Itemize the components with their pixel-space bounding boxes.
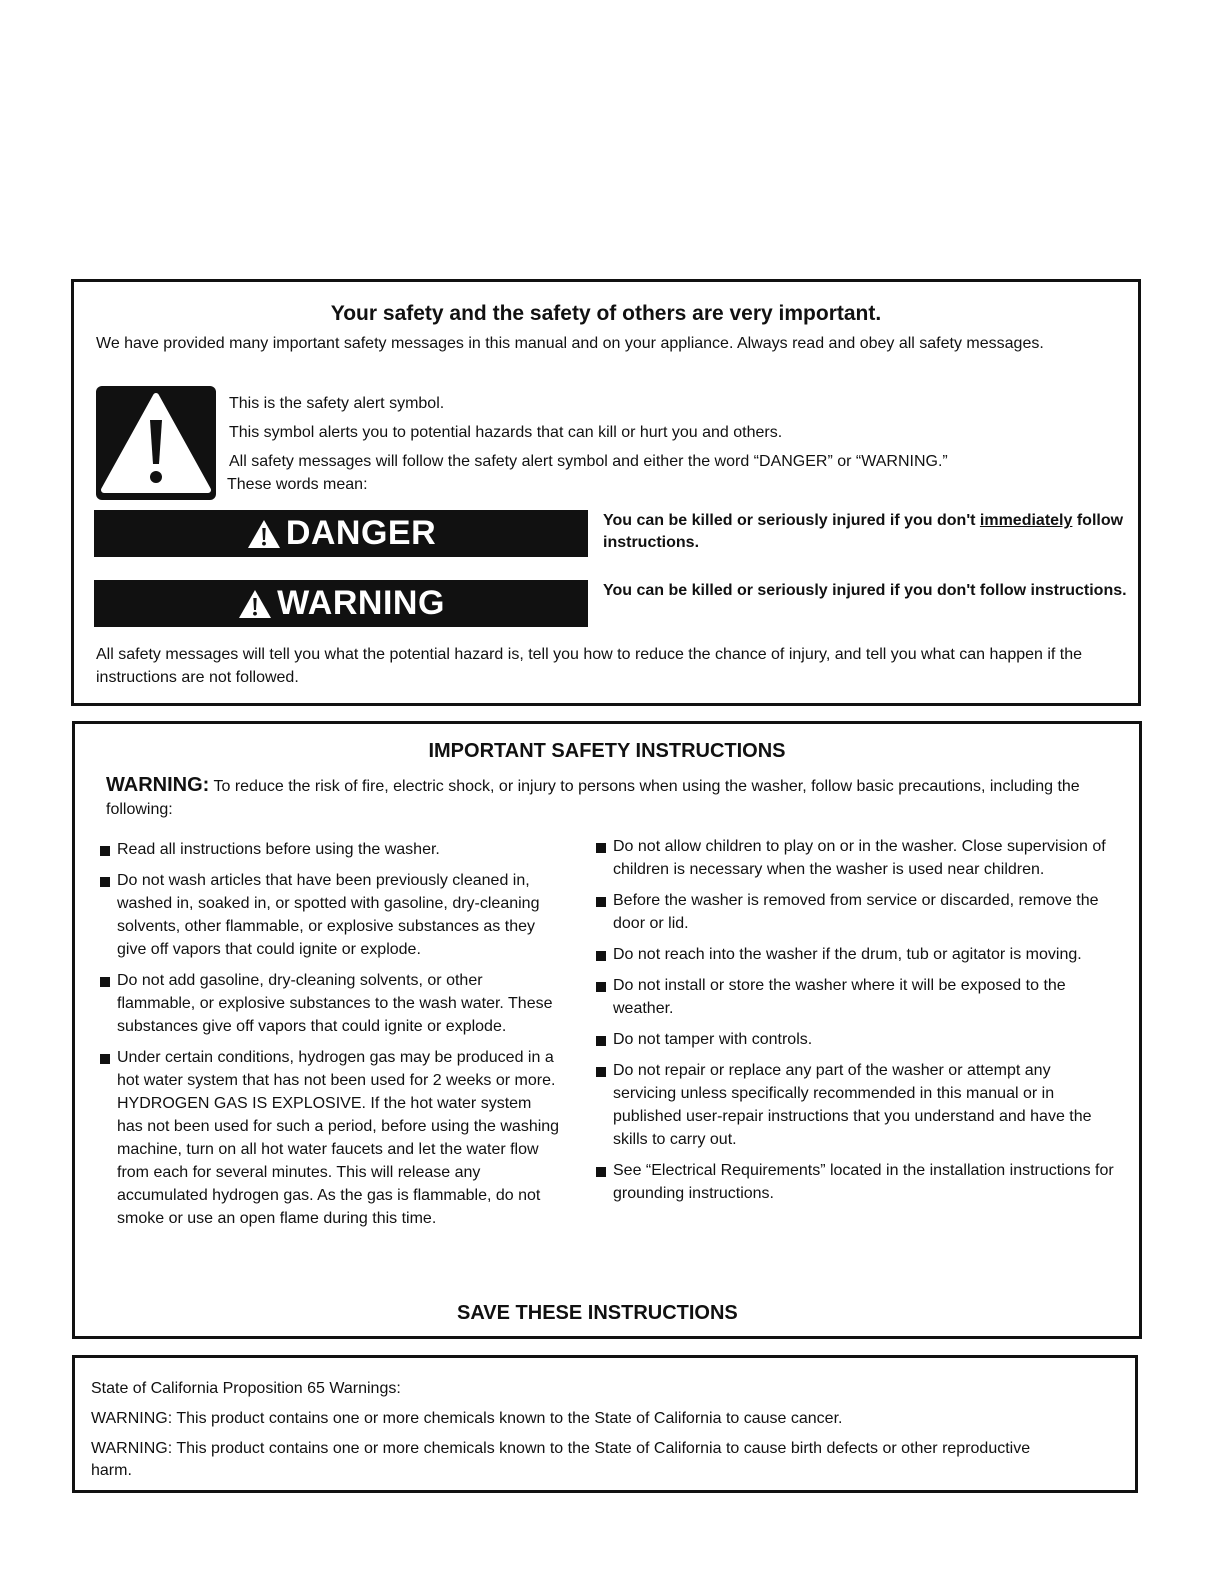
list-item: Read all instructions before using the washer. [100, 838, 560, 861]
danger-description: You can be killed or seriously injured if you don't immediately follow instructions. [603, 512, 1124, 551]
instructions-title: IMPORTANT SAFETY INSTRUCTIONS [428, 740, 786, 762]
list-item: Do not install or store the washer where it will be exposed to the weather. [596, 974, 1116, 1020]
list-item: Do not reach into the washer if the drum, tub or agitator is moving. [596, 943, 1116, 966]
prop65-cancer-warning: WARNING: This product contains one or more chemicals known to the State of California to cause cancer. [91, 1410, 843, 1427]
safety-notice-box [71, 279, 1141, 706]
list-item: Do not tamper with controls. [596, 1028, 1116, 1051]
prop65-heading: State of California Proposition 65 Warnings: [91, 1380, 401, 1397]
warning-lead-text: To reduce the risk of fire, electric shock, or injury to persons when using the washer, follow basic precautions, including the following: [106, 778, 1080, 818]
symbol-line: All safety messages will follow the safety alert symbol and either the word “DANGER” or “WARNING.” [229, 453, 948, 470]
safety-notice-title: Your safety and the safety of others are very important. [330, 302, 882, 325]
list-item: Do not allow children to play on or in the washer. Close supervision of children is necessary when the washer is used near children. [596, 835, 1116, 881]
warning-lead-label: WARNING: [106, 774, 210, 796]
list-item: See “Electrical Requirements” located in the installation instructions for grounding instructions. [596, 1159, 1116, 1205]
warning-description: You can be killed or seriously injured if you don't follow instructions. [603, 582, 1127, 599]
prop65-box [72, 1355, 1138, 1493]
instructions-box [72, 721, 1142, 1339]
safety-alert-icon [96, 386, 216, 500]
list-item: Do not add gasoline, dry-cleaning solvents, or other flammable, or explosive substances to the wash water. These substances give off vapors that could ignite or explode. [100, 969, 560, 1038]
symbol-line: This is the safety alert symbol. [229, 395, 445, 412]
instructions-warning [106, 774, 1099, 821]
warning-signal-bar [94, 580, 588, 627]
prop65-birth-defects-warning: WARNING: This product contains one or more chemicals known to the State of California to cause birth defects or other reproductive harm. [91, 1440, 1031, 1479]
save-instructions-heading: SAVE THESE INSTRUCTIONS [457, 1302, 738, 1324]
symbol-line: This symbol alerts you to potential hazards that can kill or hurt you and others. [229, 424, 783, 441]
danger-alert-icon [246, 518, 282, 550]
list-item: Do not wash articles that have been previously cleaned in, washed in, soaked in, or spotted with gasoline, dry-cleaning solvents, other flammable, or explosive substances as they give off vapors that could ignite or explode. [100, 869, 560, 961]
prop65-text [91, 1378, 1075, 1490]
instructions-right-column [596, 835, 1116, 1213]
symbol-explanation [229, 392, 1129, 502]
list-item: Under certain conditions, hydrogen gas may be produced in a hot water system that has not been used for 2 weeks or more. HYDROGEN GAS IS EXPLOSIVE. If the hot water system has not been used for such a period, before using the washing machine, turn on all hot water faucets and let the water flow from each for several minutes. This will release any accumulated hydrogen gas. As the gas is flammable, do not smoke or use an open flame during this time. [100, 1046, 560, 1230]
safety-notice-intro: We have provided many important safety messages in this manual and on your appliance. Always read and obey all safety messages. [96, 335, 1044, 352]
warning-alert-icon [237, 588, 273, 620]
list-item: Before the washer is removed from service or discarded, remove the door or lid. [596, 889, 1116, 935]
list-item: Do not repair or replace any part of the washer or attempt any servicing unless specifically recommended in this manual or in published user-repair instructions that you understand and have the skills to carry out. [596, 1059, 1116, 1151]
warning-label: WARNING [277, 584, 445, 622]
danger-label: DANGER [285, 514, 437, 552]
symbol-line: These words mean: [227, 476, 368, 493]
instructions-left-column [100, 838, 560, 1238]
safety-notice-footer: All safety messages will tell you what the potential hazard is, tell you how to reduce the chance of injury, and tell you what can happen if the instructions are not followed. [96, 646, 1083, 686]
danger-emphasis: immediately [979, 512, 1073, 529]
danger-signal-bar [94, 510, 588, 557]
